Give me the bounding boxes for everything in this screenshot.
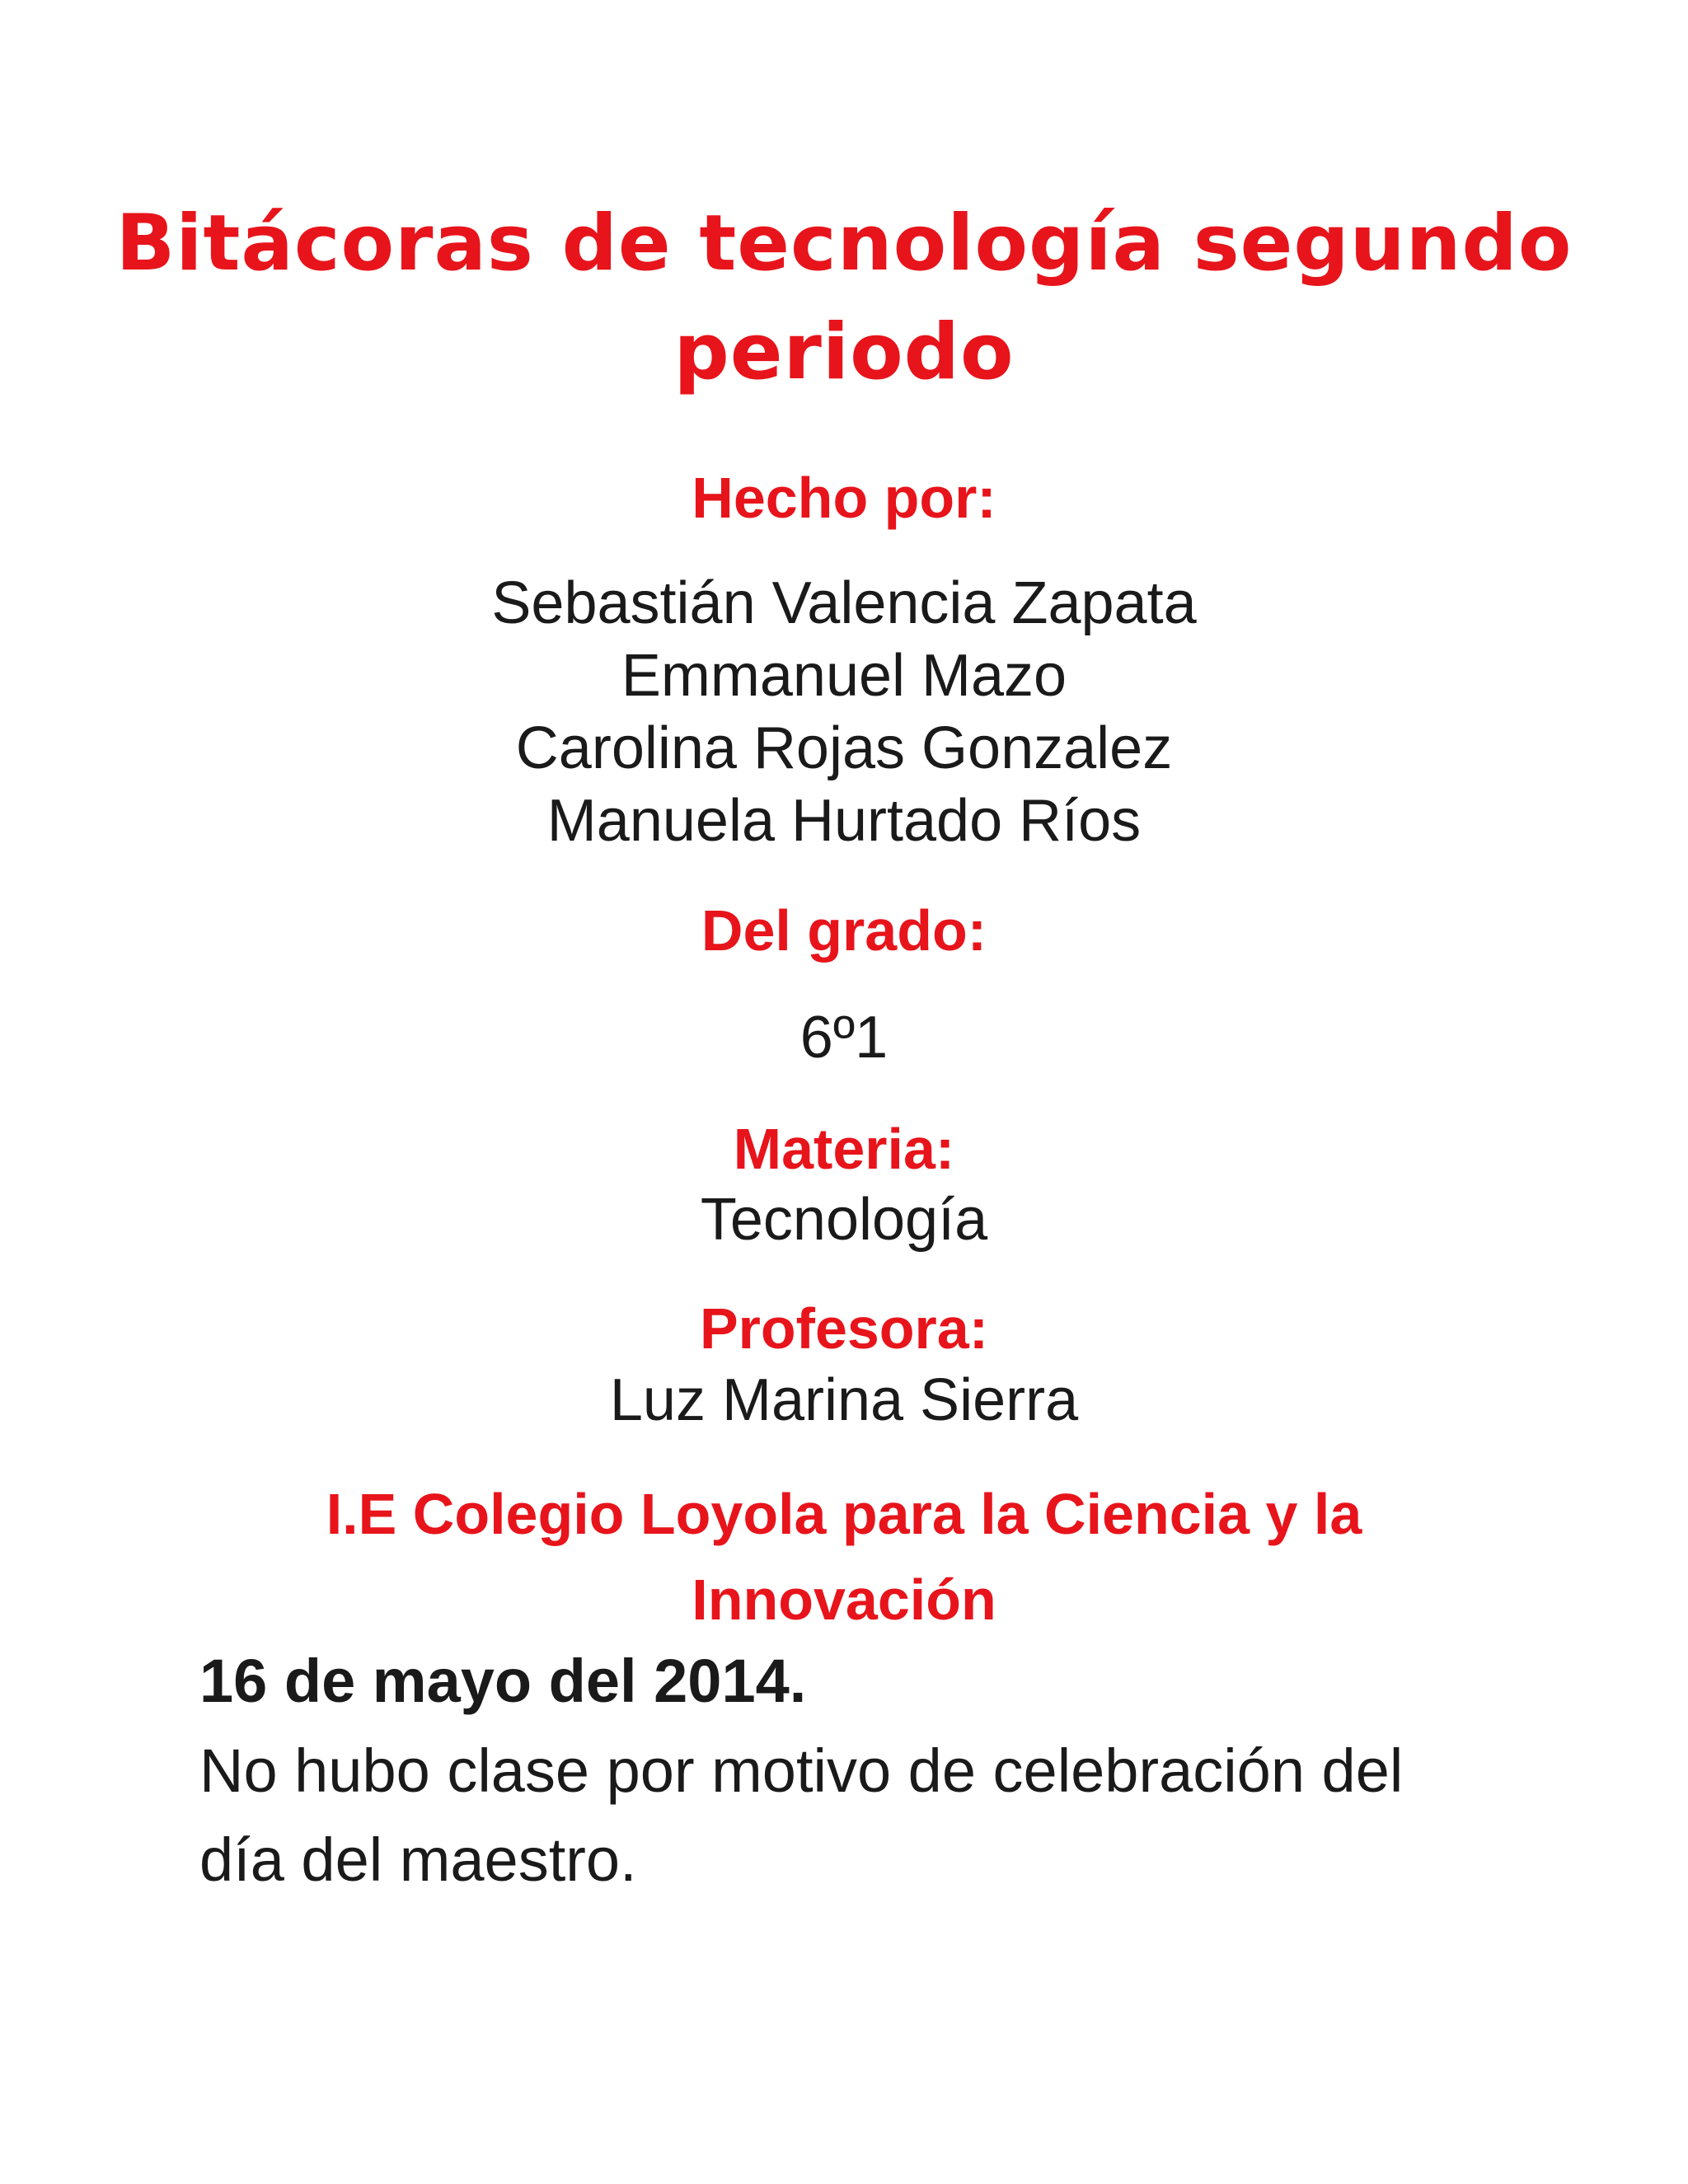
entry-date: 16 de mayo del 2014.: [199, 1647, 807, 1715]
title-line-2: periodo: [673, 307, 1015, 397]
grade-label: Del grado:: [701, 898, 987, 963]
author-name: Sebastián Valencia Zapata: [491, 570, 1197, 636]
title-line-1: Bitácoras de tecnología segundo: [115, 199, 1573, 288]
entry-note: No hubo clase por motivo de celebración del día del maestro.: [199, 1736, 1404, 1894]
authors-list: [0, 567, 1688, 857]
author-name: Carolina Rojas Gonzalez: [515, 715, 1173, 781]
author-name: Manuela Hurtado Ríos: [546, 788, 1142, 854]
grade-value: 6º1: [799, 1005, 889, 1071]
school-name: [0, 1471, 1688, 1643]
school-line-1: I.E Colegio Loyola para la Ciencia y la: [326, 1482, 1362, 1546]
subject-value: Tecnología: [700, 1187, 988, 1253]
teacher-value: Luz Marina Sierra: [609, 1367, 1079, 1433]
subject-label: Materia:: [733, 1117, 955, 1181]
teacher-label: Profesora:: [699, 1296, 989, 1361]
document-title: [0, 190, 1688, 407]
school-line-2: Innovación: [692, 1568, 996, 1632]
made-by-label: Hecho por:: [692, 466, 996, 530]
author-name: Emmanuel Mazo: [621, 643, 1067, 709]
